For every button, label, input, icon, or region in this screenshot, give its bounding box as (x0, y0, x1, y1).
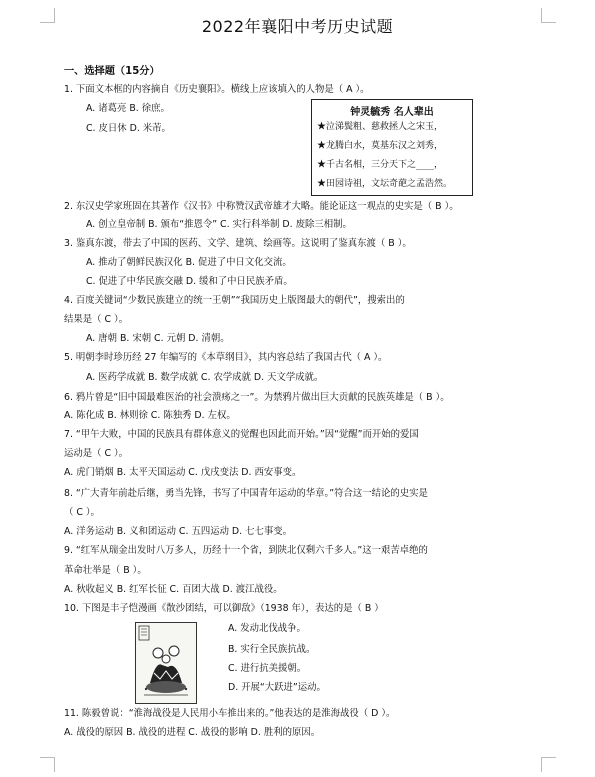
q10-option-c[interactable]: C. 进行抗美援朝。 (228, 663, 307, 674)
q10-option-b[interactable]: B. 实行全民族抗战。 (228, 644, 316, 655)
q4-options[interactable]: A. 唐朝 B. 宋朝 C. 元朝 D. 清朝。 (86, 333, 230, 344)
q7-stem-line2[interactable]: 运动是（ C ）。 (64, 448, 129, 459)
q1-box-line: ★千古名相，三分天下之____， (317, 160, 444, 170)
q1-box-line: ★龙腾白水，莫基东汉之刘秀， (317, 141, 444, 151)
q8-stem-line1[interactable]: 8. “广大青年前赴后继，勇当先锋，书写了中国青年运动的华章。”符合这一结论的史实是 (64, 488, 428, 499)
q5-stem[interactable]: 5. 明朝李时珍历经 27 年编写的《本草纲目》，其内容总结了我国古代（ A ）。 (64, 352, 388, 363)
q5-options[interactable]: A. 医药学成就 B. 数学成就 C. 农学成就 D. 天文学成就。 (86, 372, 324, 383)
q7-stem-line1[interactable]: 7. “甲午大败，中国的民族具有群体意义的觉醒也因此而开始。”因“觉醒”而开始的爱国 (64, 429, 419, 440)
crop-mark-bottom-left (40, 757, 55, 772)
q10-cartoon-image (135, 622, 197, 704)
q9-stem-line2[interactable]: 革命壮举是（ B ）。 (64, 565, 147, 576)
q8-stem-line2[interactable]: （ C ）。 (64, 507, 100, 518)
cartoon-illustration-icon (136, 623, 196, 703)
q2-options[interactable]: A. 创立皇帝制 B. 颁布“推恩令” C. 实行科举制 D. 废除三相制。 (86, 219, 352, 230)
q1-options-ab[interactable]: A. 诸葛亮 B. 徐庶。 (86, 103, 170, 114)
q3-options-cd[interactable]: C. 促进了中华民族交融 D. 缓和了中日民族矛盾。 (86, 276, 293, 287)
q6-options[interactable]: A. 陈化成 B. 林则徐 C. 陈独秀 D. 左权。 (64, 410, 236, 421)
q1-stem[interactable]: 1. 下面文本框的内容摘自《历史襄阳》。横线上应该填入的人物是（ A ）。 (64, 84, 370, 95)
q3-stem[interactable]: 3. 鉴真东渡，带去了中国的医药、文学、建筑、绘画等。这说明了鉴真东渡（ B ）。 (64, 238, 412, 249)
q2-stem[interactable]: 2. 东汉史学家班固在其著作《汉书》中称赞汉武帝雄才大略。能论证这一观点的史实是（ B ）。 (64, 201, 459, 212)
q10-option-d[interactable]: D. 开展“大跃进”运动。 (228, 682, 326, 693)
section-heading[interactable]: 一、选择题（15分） (64, 66, 160, 77)
q3-options-ab[interactable]: A. 推动了朝鲜民族汉化 B. 促进了中日文化交流。 (86, 257, 292, 268)
q4-stem-line2[interactable]: 结果是（ C ）。 (64, 314, 129, 325)
q1-box-title: 钟灵毓秀 名人辈出 (350, 107, 434, 118)
q11-stem[interactable]: 11. 陈毅曾说：“淮海战役是人民用小车推出来的。”他表达的是淮海战役（ D ）。 (64, 708, 396, 719)
q1-box-line: ★田园诗祖，文坛奇葩之孟浩然。 (317, 179, 453, 189)
q1-options-cd[interactable]: C. 皮日休 D. 米芾。 (86, 123, 171, 134)
crop-mark-bottom-right (541, 757, 556, 772)
q8-options[interactable]: A. 洋务运动 B. 义和团运动 C. 五四运动 D. 七七事变。 (64, 526, 292, 537)
q4-stem-line1[interactable]: 4. 百度关键词“少数民族建立的统一王朝”“我国历史上版图最大的朝代”，搜索出的 (64, 295, 405, 306)
q10-option-a[interactable]: A. 发动北伐战争。 (228, 623, 306, 634)
q10-stem[interactable]: 10. 下图是丰子恺漫画《散沙团结，可以御敌》（1938 年），表达的是（ B ） (64, 603, 384, 614)
q11-options[interactable]: A. 战役的原因 B. 战役的进程 C. 战役的影响 D. 胜利的原因。 (64, 727, 321, 738)
q1-text-box (311, 99, 473, 196)
document-title[interactable]: 2022年襄阳中考历史试题 (201, 17, 394, 36)
q7-options[interactable]: A. 虎门销烟 B. 太平天国运动 C. 戊戌变法 D. 西安事变。 (64, 467, 302, 478)
q6-stem[interactable]: 6. 鸦片曾是“旧中国最难医治的社会溃疡之一”。为禁鸦片做出巨大贡献的民族英雄是（ B ）。 (64, 392, 450, 403)
q9-options[interactable]: A. 秋收起义 B. 红军长征 C. 百团大战 D. 渡江战役。 (64, 584, 283, 595)
q9-stem-line1[interactable]: 9. “红军从瑞金出发时八万多人，历经十一个省，到陕北仅剩六千多人。”这一艰苦卓绝的 (64, 545, 428, 556)
q1-box-line: ★泣涕鬓粗、慈救拯人之宋玉， (317, 122, 444, 132)
